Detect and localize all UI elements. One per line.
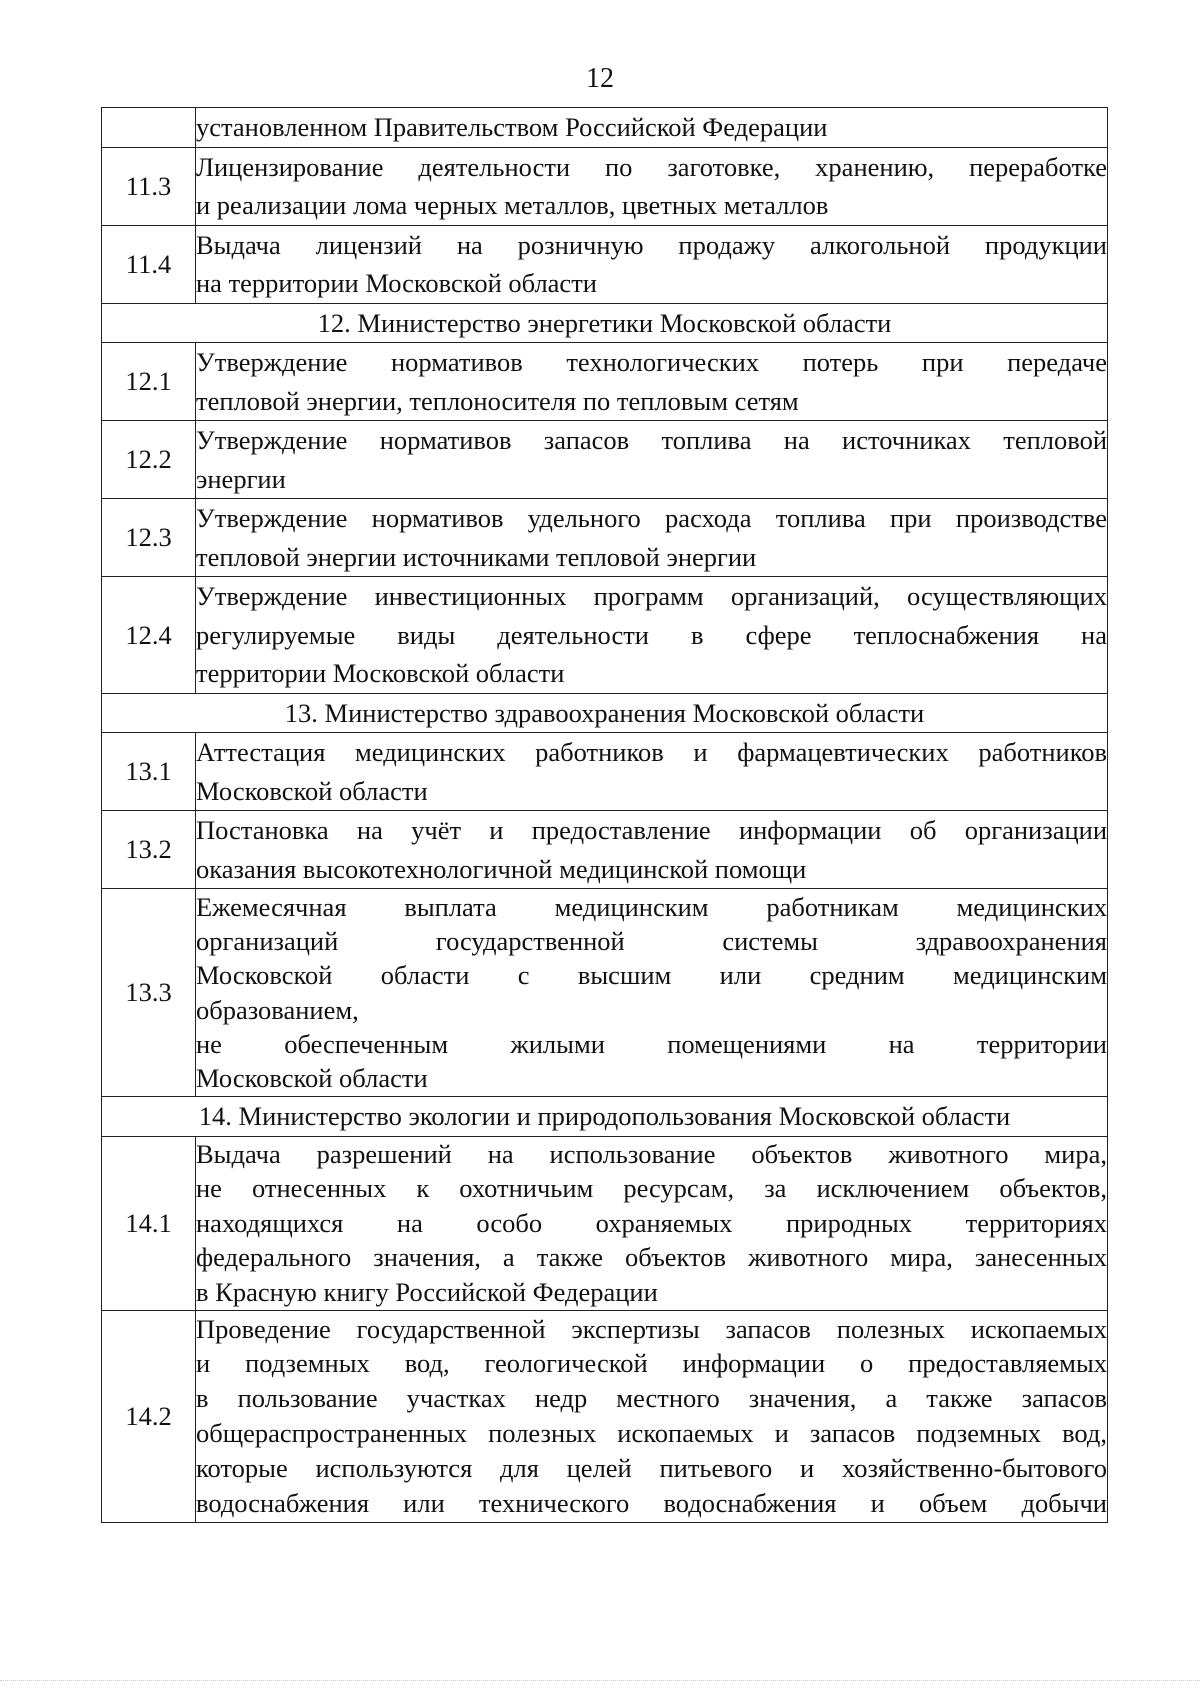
- section-title: 12. Министерство энергетики Московской области: [102, 303, 1108, 343]
- row-text: Постановка на учёт и предоставление информации об организации оказания высокотехнологичной медицинской помощи: [196, 811, 1108, 889]
- table-row: [102, 499, 1108, 577]
- functions-table: [101, 107, 1108, 1523]
- table-row: [102, 577, 1108, 694]
- row-number: 12.4: [102, 577, 196, 694]
- section-row: [102, 303, 1108, 343]
- row-number: 12.1: [102, 343, 196, 421]
- row-text: Ежемесячная выплата медицинским работникам медицинских организаций государственной системы здравоохранения Московской области с высшим или средним медицинским образованием, не обеспеченным жилыми помещениями на территории Московской области: [196, 889, 1108, 1097]
- row-number: 13.3: [102, 889, 196, 1097]
- row-text: Выдача разрешений на использование объектов животного мира, не отнесенных к охотничьим ресурсам, за исключением объектов, находящихся на особо охраняемых природных территориях федерального значения, а также объектов животного мира, занесенных в Красную книгу Российской Федерации: [196, 1136, 1108, 1310]
- section-row: [102, 693, 1108, 733]
- row-number: 13.2: [102, 811, 196, 889]
- row-number: 14.1: [102, 1136, 196, 1310]
- table-row: [102, 811, 1108, 889]
- row-text: Лицензирование деятельности по заготовке, хранению, переработке и реализации лома черных металлов, цветных металлов: [196, 147, 1108, 225]
- row-text: Проведение государственной экспертизы запасов полезных ископаемых и подземных вод, геологической информации о предоставляемых в пользование участках недр местного значения, а также запасов общераспространенных полезных ископаемых и запасов подземных вод, которые используются для целей питьевого и хозяйственно-бытового водоснабжения или технического водоснабжения и объем добычи: [196, 1310, 1108, 1522]
- row-text: установленном Правительством Российской Федерации: [196, 108, 1108, 148]
- table-row: [102, 343, 1108, 421]
- row-number: 13.1: [102, 733, 196, 811]
- page-number: 12: [586, 63, 614, 94]
- row-text: Утверждение инвестиционных программ организаций, осуществляющих регулируемые виды деятельности в сфере теплоснабжения на территории Московской области: [196, 577, 1108, 694]
- row-text: Выдача лицензий на розничную продажу алкогольной продукции на территории Московской области: [196, 225, 1108, 303]
- table-row: [102, 889, 1108, 1097]
- scan-edge: [0, 1680, 1200, 1683]
- row-text: Утверждение нормативов запасов топлива на источниках тепловой энергии: [196, 421, 1108, 499]
- table-row: [102, 147, 1108, 225]
- table-row: [102, 1136, 1108, 1310]
- row-number: 12.2: [102, 421, 196, 499]
- table-row: [102, 733, 1108, 811]
- table-row: [102, 108, 1108, 148]
- section-title: 13. Министерство здравоохранения Московской области: [102, 693, 1108, 733]
- row-text: Утверждение нормативов технологических потерь при передаче тепловой энергии, теплоносителя по тепловым сетям: [196, 343, 1108, 421]
- row-text: Утверждение нормативов удельного расхода топлива при производстве тепловой энергии источниками тепловой энергии: [196, 499, 1108, 577]
- table-row: [102, 421, 1108, 499]
- section-row: [102, 1097, 1108, 1137]
- row-number: 14.2: [102, 1310, 196, 1522]
- row-number: [102, 108, 196, 148]
- section-title: 14. Министерство экологии и природопользования Московской области: [102, 1097, 1108, 1137]
- table-row: [102, 1310, 1108, 1522]
- row-text: Аттестация медицинских работников и фармацевтических работников Московской области: [196, 733, 1108, 811]
- table-row: [102, 225, 1108, 303]
- row-number: 12.3: [102, 499, 196, 577]
- row-number: 11.3: [102, 147, 196, 225]
- row-number: 11.4: [102, 225, 196, 303]
